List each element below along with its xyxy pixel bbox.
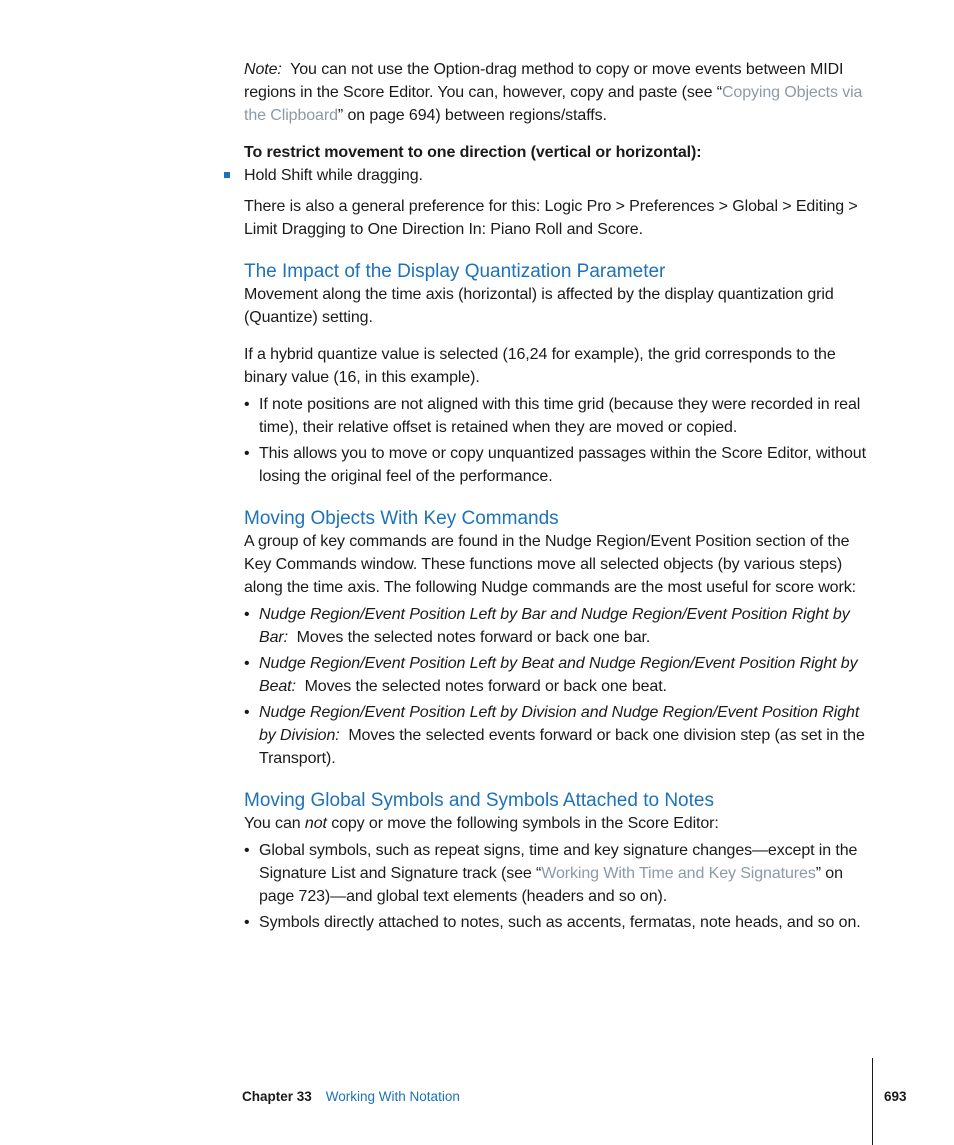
restrict-heading: To restrict movement to one direction (vertical or horizontal): [244,144,702,161]
list-item: • This allows you to move or copy unquantized passages within the Score Editor, without losing the original feel of the performance. [244,445,866,485]
chapter-number: Chapter 33 [242,1089,312,1104]
command-desc: Moves the selected notes forward or back one bar. [296,629,651,646]
key-commands-p1: A group of key commands are found in the Nudge Region/Event Position section of the Key Commands window. These functions move all selected objects (by various steps) along the time axis. The following Nudge commands are the most useful for score work: [244,533,856,596]
list-item-text: Symbols directly attached to notes, such as accents, fermatas, note heads, and so on. [259,914,861,931]
command-term: Nudge Region/Event Position Left by Bar and Nudge Region/Event Position Right by Bar: [259,606,850,646]
note-link[interactable]: Copying Objects via the Clipboard [244,84,863,124]
list-item-text: This allows you to move or copy unquantized passages within the Score Editor, without losing the original feel of the performance. [259,445,866,485]
list-item: • Nudge Region/Event Position Left by Bar and Nudge Region/Event Position Right by Bar: Moves the selected notes forward or back one bar. [244,606,850,646]
page-content [244,58,874,934]
list-item: • Nudge Region/Event Position Left by Beat and Nudge Region/Event Position Right by Beat: Moves the selected notes forward or back one beat. [244,655,858,695]
impact-p2: If a hybrid quantize value is selected (16,24 for example), the grid corresponds to the binary value (16, in this example). [244,346,836,386]
restrict-preference: There is also a general preference for this: Logic Pro > Preferences > Global > Editing > Limit Dragging to One Direction In: Piano Roll and Score. [244,198,858,238]
p1-text-end: copy or move the following symbols in the Score Editor: [326,815,719,832]
global-symbols-p1 [244,812,874,835]
signatures-link[interactable]: Working With Time and Key Signatures [541,865,816,882]
p1-text: You can [244,815,305,832]
note-paragraph [244,58,874,127]
command-desc: Moves the selected events forward or back one division step (as set in the Transport). [259,727,865,767]
footer-divider [872,1058,873,1145]
key-commands-list [244,603,874,770]
command-desc: Moves the selected notes forward or back one beat. [304,678,667,695]
impact-list [244,393,874,488]
restrict-step-text: Hold Shift while dragging. [244,167,423,184]
step-bullet-icon [224,172,230,178]
page-footer [242,1089,460,1104]
impact-p1: Movement along the time axis (horizontal) is affected by the display quantization grid (Quantize) setting. [244,286,834,326]
section-global-symbols-title: Moving Global Symbols and Symbols Attached to Notes [244,790,714,811]
chapter-title-link[interactable]: Working With Notation [325,1089,460,1104]
list-item-text: Global symbols, such as repeat signs, time and key signature changes—except in the Signature List and Signature track (see “ [259,842,858,882]
list-item: • Nudge Region/Event Position Left by Division and Nudge Region/Event Position Right by Division: Moves the selected events forward or back one division step (as set in the Transport). [244,704,865,767]
note-text-end: ” on page 694) between regions/staffs. [337,107,607,124]
list-item: • If note positions are not aligned with this time grid (because they were recorded in real time), their relative offset is retained when they are moved or copied. [244,396,861,436]
global-symbols-list [244,839,874,934]
command-term: Nudge Region/Event Position Left by Division and Nudge Region/Event Position Right by Division: [259,704,860,744]
section-impact-title: The Impact of the Display Quantization Parameter [244,261,666,282]
section-key-commands-title: Moving Objects With Key Commands [244,508,559,529]
list-item: • Global symbols, such as repeat signs, time and key signature changes—except in the Signature List and Signature track (see “Working With Time and Key Signatures” on page 723)—and global text elements (headers and so on). [244,842,858,905]
restrict-step [244,164,874,187]
list-item: • Symbols directly attached to notes, such as accents, fermatas, note heads, and so on. [244,914,861,931]
p1-emphasis: not [304,815,327,832]
page-number: 693 [884,1089,907,1104]
note-text: You can not use the Option-drag method to copy or move events between MIDI regions in the Score Editor. You can, however, copy and paste (see “ [244,61,844,101]
list-item-text-end: ” on page 723)—and global text elements (headers and so on). [259,865,843,905]
note-label: Note: [244,61,282,78]
command-term: Nudge Region/Event Position Left by Beat and Nudge Region/Event Position Right by Beat: [259,655,858,695]
list-item-text: If note positions are not aligned with this time grid (because they were recorded in real time), their relative offset is retained when they are moved or copied. [259,396,861,436]
